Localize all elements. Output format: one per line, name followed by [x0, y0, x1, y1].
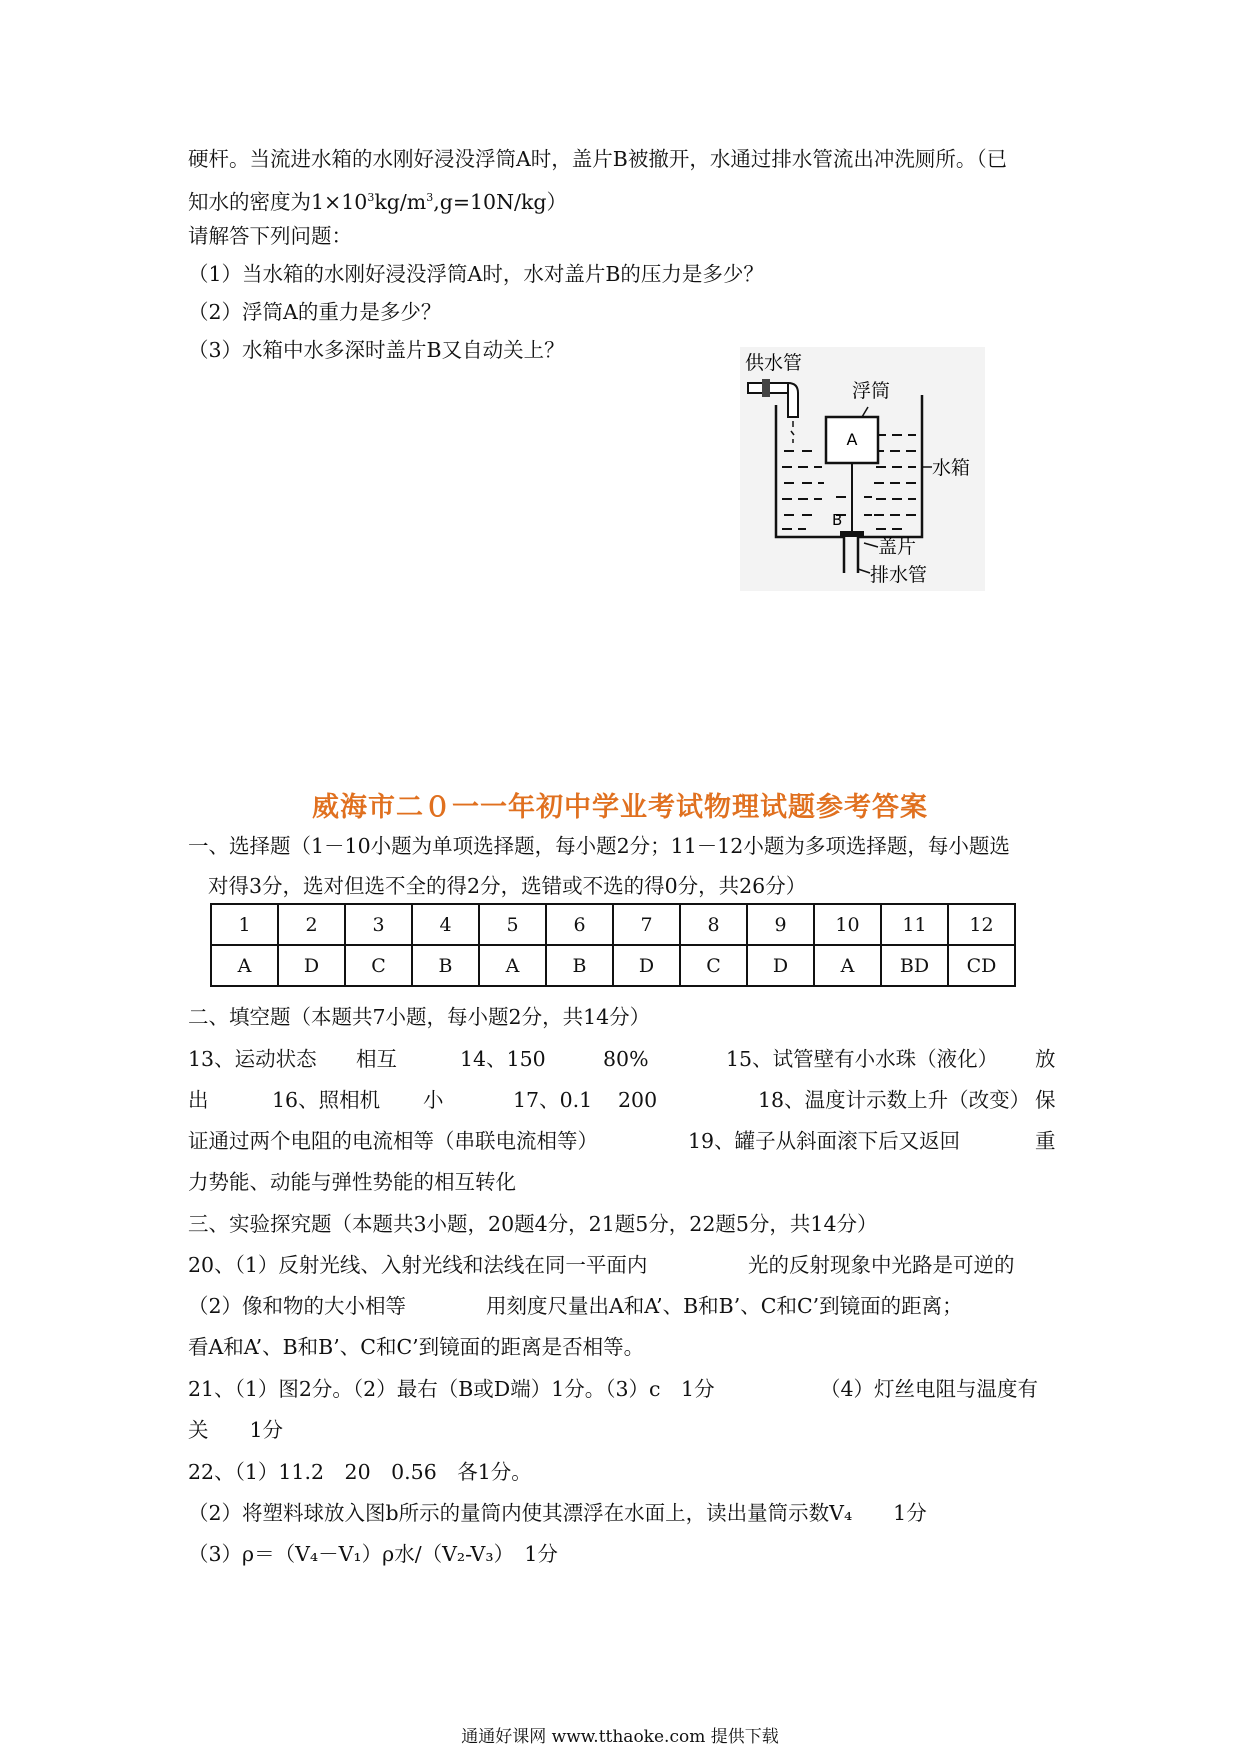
question-intro-line1: 硬杆。当流进水箱的水刚好浸没浮筒A时，盖片B被撤开，水通过排水管流出冲洗厕所。（已	[188, 147, 1008, 171]
section2-line2	[188, 1086, 1058, 1114]
answer-14b: 80%	[603, 1047, 649, 1071]
section2-line4: 力势能、动能与弹性势能的相互转化	[188, 1170, 516, 1194]
answer-20-line3: 看A和A’、B和B’、C和C’到镜面的距离是否相等。	[188, 1335, 645, 1359]
text-segment: 知水的密度为1×10	[188, 189, 368, 214]
answer-21a: 21、（1）图2分。（2）最右（B或D端）1分。（3）c 1分	[188, 1377, 715, 1401]
footer-credit: 通通好课网 www.tthaoke.com 提供下载	[461, 1727, 779, 1747]
table-cell: C	[345, 945, 412, 986]
table-cell: B	[546, 945, 613, 986]
table-cell: A	[814, 945, 881, 986]
table-cell: 12	[948, 904, 1015, 945]
answer-21b: （4）灯丝电阻与温度有	[820, 1377, 1039, 1401]
table-cell: A	[479, 945, 546, 986]
table-cell: 1	[211, 904, 278, 945]
answer-20-line2	[188, 1292, 1058, 1320]
answer-13a: 13、运动状态	[188, 1047, 317, 1071]
answer-16b: 小	[423, 1088, 444, 1112]
cover-label-b: B	[832, 511, 843, 529]
cover-label: 盖片	[878, 536, 917, 558]
table-cell: C	[680, 945, 747, 986]
question-1: （1）当水箱的水刚好浸没浮筒A时，水对盖片B的压力是多少？	[188, 262, 764, 286]
text-segment: kg/m	[374, 189, 427, 214]
answer-title: 威海市二０一一年初中学业考试物理试题参考答案	[312, 792, 928, 823]
table-row-answers	[211, 945, 1015, 986]
answer-18-end: 证通过两个电阻的电流相等（串联电流相等）	[188, 1129, 598, 1153]
answer-17a: 17、0.1	[513, 1088, 593, 1112]
table-row-numbers	[211, 904, 1015, 945]
question-2: （2）浮筒A的重力是多少？	[188, 300, 442, 324]
drain-pipe-label: 排水管	[870, 564, 928, 586]
float-label: 浮筒	[852, 380, 891, 402]
answer-13b: 相互	[356, 1047, 397, 1071]
table-cell: 3	[345, 904, 412, 945]
table-cell: 10	[814, 904, 881, 945]
table-cell: D	[278, 945, 345, 986]
section2-line3	[188, 1127, 1058, 1155]
question-intro-line2	[188, 184, 567, 216]
answer-19-cont: 重	[1035, 1129, 1056, 1153]
answer-14a: 14、150	[460, 1047, 546, 1071]
superscript: 3	[367, 191, 375, 204]
question-3: （3）水箱中水多深时盖片B又自动关上？	[188, 338, 565, 362]
section1-line2: 对得3分，选对但选不全的得2分，选错或不选的得0分，共26分）	[208, 874, 807, 898]
answer-22-line2: （2）将塑料球放入图b所示的量筒内使其漂浮在水面上，读出量筒示数V₄ 1分	[188, 1501, 927, 1525]
section2-heading: 二、填空题（本题共7小题，每小题2分，共14分）	[188, 1005, 651, 1029]
table-cell: CD	[948, 945, 1015, 986]
answer-15: 15、试管壁有小水珠（液化）	[726, 1047, 999, 1071]
answer-17b: 200	[618, 1088, 658, 1112]
table-cell: 8	[680, 904, 747, 945]
answer-18: 18、温度计示数上升（改变）	[758, 1088, 1031, 1112]
table-cell: A	[211, 945, 278, 986]
answer-18-cont: 保	[1035, 1088, 1056, 1112]
answer-15-cont: 放	[1035, 1047, 1056, 1071]
table-cell: 4	[412, 904, 479, 945]
section1-line1: 一、选择题（1－10小题为单项选择题，每小题2分；11－12小题为多项选择题，每小题选	[188, 834, 1010, 858]
question-prompt: 请解答下列问题：	[188, 224, 352, 248]
answer-20a: 20、（1）反射光线、入射光线和法线在同一平面内	[188, 1253, 648, 1277]
answer-19: 19、罐子从斜面滚下后又返回	[688, 1129, 961, 1153]
table-cell: BD	[881, 945, 948, 986]
section2-line1	[188, 1045, 1058, 1073]
answer-21-line2: 关 1分	[188, 1418, 284, 1442]
table-cell: 6	[546, 904, 613, 945]
answer-20-line1	[188, 1251, 1058, 1279]
table-cell: 7	[613, 904, 680, 945]
table-cell: D	[613, 945, 680, 986]
table-cell: B	[412, 945, 479, 986]
answer-21-line1	[188, 1375, 1058, 1403]
float-label-a: A	[846, 430, 858, 449]
supply-pipe-label: 供水管	[745, 352, 803, 374]
toilet-tank-diagram	[740, 347, 985, 591]
section3-heading: 三、实验探究题（本题共3小题，20题4分，21题5分，22题5分，共14分）	[188, 1212, 878, 1236]
superscript: 3	[426, 191, 434, 204]
tank-label: 水箱	[932, 457, 971, 479]
table-cell: 2	[278, 904, 345, 945]
answer-16a: 16、照相机	[272, 1088, 381, 1112]
answer-20c: （2）像和物的大小相等	[188, 1294, 407, 1318]
answer-22-line3: （3）ρ＝（V₄－V₁）ρ水/（V₂-V₃） 1分	[188, 1542, 558, 1566]
table-cell: 5	[479, 904, 546, 945]
answer-20d: 用刻度尺量出A和A’、B和B’、C和C’到镜面的距离；	[486, 1294, 963, 1318]
text-segment: ,g=10N/kg）	[433, 189, 567, 214]
answer-22-line1: 22、（1）11.2 20 0.56 各1分。	[188, 1460, 532, 1484]
answer-20b: 光的反射现象中光路是可逆的	[748, 1253, 1015, 1277]
table-cell: 11	[881, 904, 948, 945]
answer-table	[210, 903, 1016, 987]
answer-15-end: 出	[188, 1088, 209, 1112]
table-cell: D	[747, 945, 814, 986]
table-cell: 9	[747, 904, 814, 945]
